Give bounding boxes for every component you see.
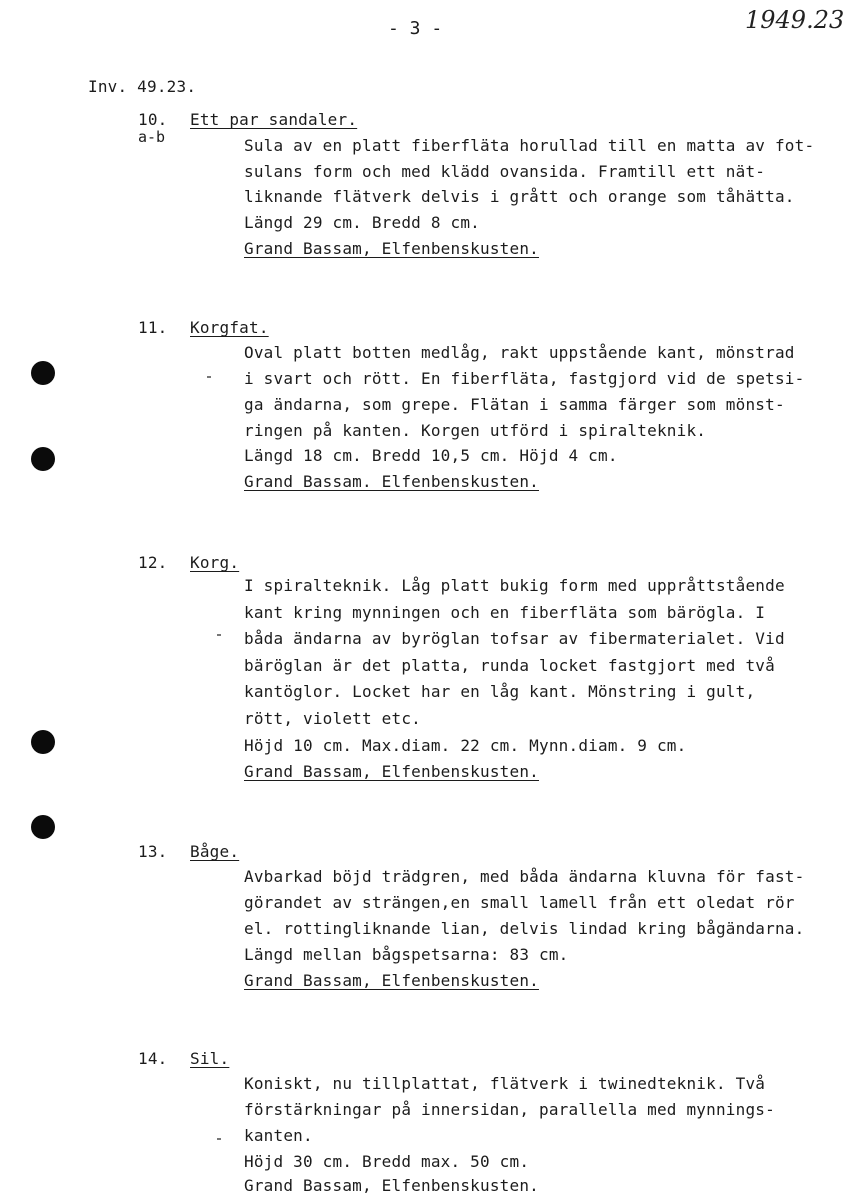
item-number: 14. xyxy=(138,1049,168,1068)
description-line: Koniskt, nu tillplattat, flätverk i twinedteknik. Två xyxy=(244,1074,766,1093)
description-line: kantöglor. Locket har en låg kant. Mönstring i gult, xyxy=(244,682,756,701)
description-line: kant kring mynningen och en fiberfläta som bärögla. I xyxy=(244,603,766,622)
description-line: rött, violett etc. xyxy=(244,709,421,728)
description-line: kanten. xyxy=(244,1126,313,1145)
measurement-line: Höjd 30 cm. Bredd max. 50 cm. xyxy=(244,1152,530,1171)
binder-hole xyxy=(31,447,55,471)
provenance-line: Grand Bassam. Elfenbenskusten. xyxy=(244,472,539,491)
description-line: i svart och rött. En fiberfläta, fastgjord vid de spetsi- xyxy=(244,369,805,388)
speck xyxy=(207,376,211,378)
item-title: Sil. xyxy=(190,1049,230,1068)
provenance-line: Grand Bassam, Elfenbenskusten. xyxy=(244,971,539,990)
binder-hole xyxy=(31,815,55,839)
binder-hole xyxy=(31,730,55,754)
speck xyxy=(217,1138,221,1140)
inventory-number: Inv. 49.23. xyxy=(88,77,197,96)
item-title: Ett par sandaler. xyxy=(190,110,358,129)
item-number: 11. xyxy=(138,318,168,337)
item-sub-number: a-b xyxy=(138,128,166,146)
description-line: görandet av strängen,en small lamell från ett oledat rör xyxy=(244,893,795,912)
description-line: I spiralteknik. Låg platt bukig form med uppråttstående xyxy=(244,576,785,595)
provenance-line: Grand Bassam, Elfenbenskusten. xyxy=(244,1176,539,1195)
description-line: ringen på kanten. Korgen utförd i spiralteknik. xyxy=(244,421,707,440)
description-line: Avbarkad böjd trädgren, med båda ändarna kluvna för fast- xyxy=(244,867,805,886)
description-line: ga ändarna, som grepe. Flätan i samma färger som mönst- xyxy=(244,395,785,414)
item-number: 13. xyxy=(138,842,168,861)
provenance-line: Grand Bassam, Elfenbenskusten. xyxy=(244,762,539,781)
item-title: Båge. xyxy=(190,842,240,861)
measurement-line: Längd 29 cm. Bredd 8 cm. xyxy=(244,213,480,232)
item-number: 10. xyxy=(138,110,168,129)
speck xyxy=(217,634,221,636)
item-title: Korgfat. xyxy=(190,318,269,337)
description-line: förstärkningar på innersidan, parallella med mynnings- xyxy=(244,1100,775,1119)
item-number: 12. xyxy=(138,553,168,572)
description-line: liknande flätverk delvis i grått och orange som tåhätta. xyxy=(244,187,795,206)
binder-hole xyxy=(31,361,55,385)
description-line: bäröglan är det platta, runda locket fastgjort med två xyxy=(244,656,775,675)
description-line: Oval platt botten medlåg, rakt uppstående kant, mönstrad xyxy=(244,343,795,362)
description-line: båda ändarna av byröglan tofsar av fibermaterialet. Vid xyxy=(244,629,785,648)
description-line: el. rottingliknande lian, delvis lindad kring bågändarna. xyxy=(244,919,805,938)
description-line: Sula av en platt fiberfläta horullad till en matta av fot- xyxy=(244,136,815,155)
measurement-line: Längd 18 cm. Bredd 10,5 cm. Höjd 4 cm. xyxy=(244,446,618,465)
measurement-line: Höjd 10 cm. Max.diam. 22 cm. Mynn.diam. 9 cm. xyxy=(244,736,687,755)
provenance-line: Grand Bassam, Elfenbenskusten. xyxy=(244,239,539,258)
description-line: sulans form och med klädd ovansida. Framtill ett nät- xyxy=(244,162,766,181)
page-number: - 3 - xyxy=(388,18,443,39)
measurement-line: Längd mellan bågspetsarna: 83 cm. xyxy=(244,945,569,964)
item-title: Korg. xyxy=(190,553,240,572)
handwritten-reference: 1949.23 xyxy=(745,6,845,34)
